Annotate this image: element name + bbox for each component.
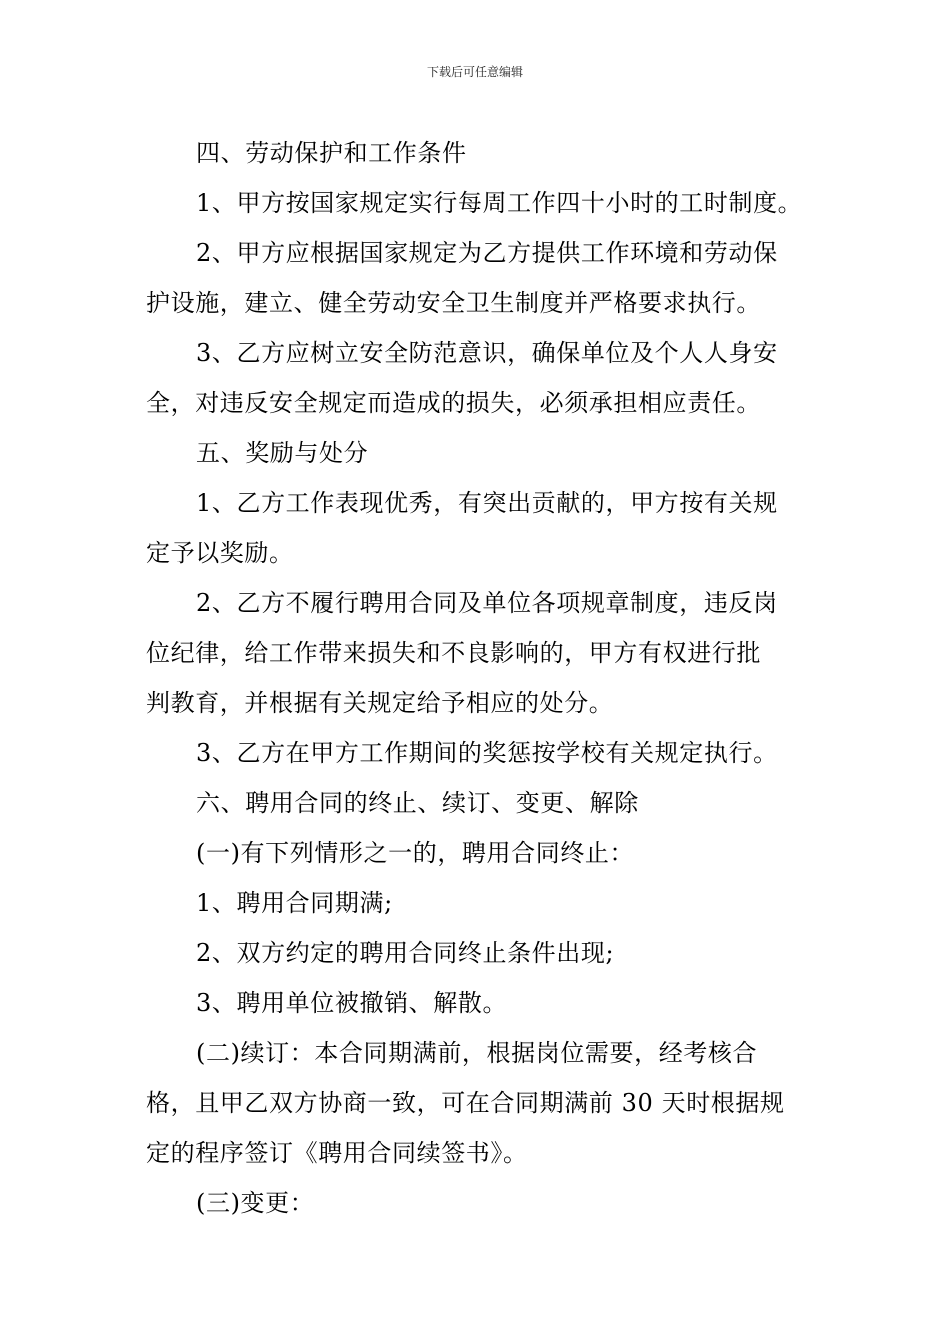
section-heading-4: 四、劳动保护和工作条件: [196, 139, 467, 167]
paragraph-line: 2、甲方应根据国家规定为乙方提供工作环境和劳动保: [196, 239, 778, 267]
paragraph-line: 3、乙方在甲方工作期间的奖惩按学校有关规定执行。: [196, 739, 778, 767]
paragraph-line: 3、乙方应树立安全防范意识，确保单位及个人人身安: [196, 339, 778, 367]
subsection-heading-1: (一)有下列情形之一的，聘用合同终止：: [196, 839, 635, 867]
paragraph-line: 1、甲方按国家规定实行每周工作四十小时的工时制度。: [196, 189, 803, 217]
paragraph-line: 全，对违反安全规定而造成的损失，必须承担相应责任。: [146, 389, 761, 417]
section-heading-6: 六、聘用合同的终止、续订、变更、解除: [196, 789, 639, 817]
paragraph-line: 定的程序签订《聘用合同续签书》。: [146, 1139, 528, 1167]
paragraph-line: 1、乙方工作表现优秀，有突出贡献的，甲方按有关规: [196, 489, 778, 517]
list-item: 3、聘用单位被撤销、解散。: [196, 989, 508, 1017]
paragraph-line: 2、乙方不履行聘用合同及单位各项规章制度，违反岗: [196, 589, 778, 617]
list-item: 2、双方约定的聘用合同终止条件出现;: [196, 939, 615, 967]
paragraph-line: 位纪律，给工作带来损失和不良影响的，甲方有权进行批: [146, 639, 761, 667]
section-heading-5: 五、奖励与处分: [196, 439, 369, 467]
paragraph-line: 格，且甲乙双方协商一致，可在合同期满前 30 天时根据规: [146, 1089, 785, 1117]
paragraph-line: 定予以奖励。: [146, 539, 294, 567]
list-item: 1、聘用合同期满;: [196, 889, 393, 917]
paragraph-line: 护设施，建立、健全劳动安全卫生制度并严格要求执行。: [146, 289, 761, 317]
paragraph-line: (二)续订：本合同期满前，根据岗位需要，经考核合: [196, 1039, 758, 1067]
page-header-note: 下载后可任意编辑: [426, 65, 523, 79]
subsection-heading-3: (三)变更：: [196, 1189, 315, 1217]
document-body: [146, 128, 810, 1228]
paragraph-line: 判教育，并根据有关规定给予相应的处分。: [146, 689, 614, 717]
